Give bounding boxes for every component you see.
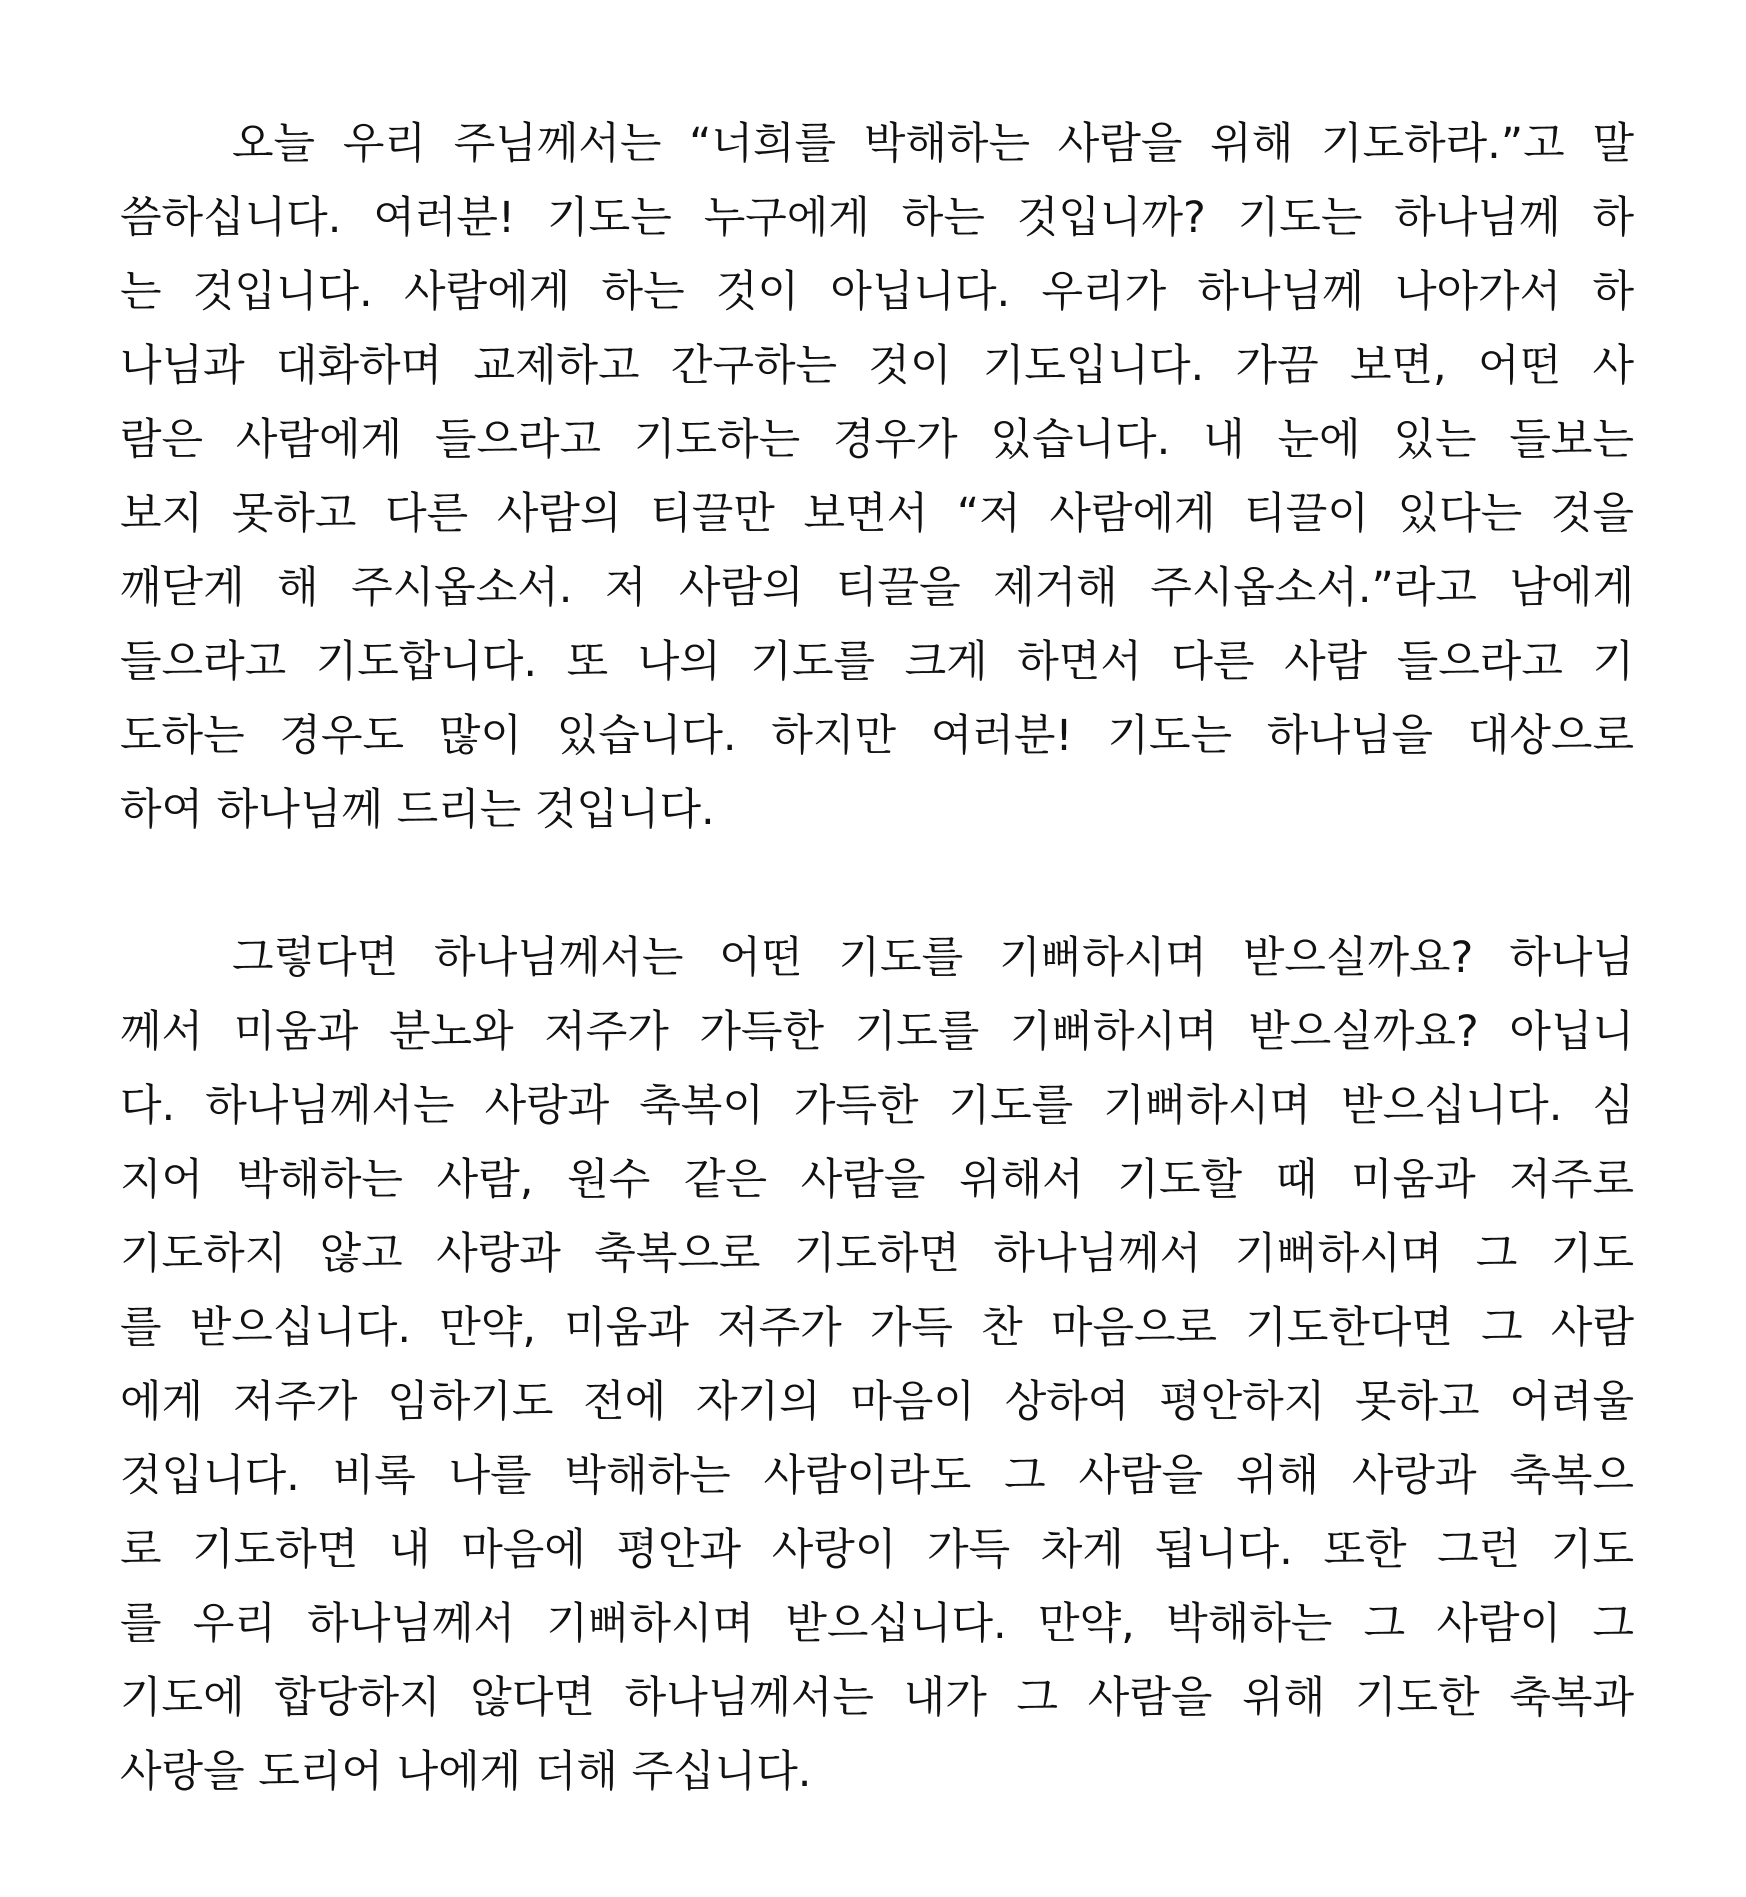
text-line: 다. 하나님께서는 사랑과 축복이 가득한 기도를 기뻐하시며 받으십니다. 심 (120, 1081, 1634, 1131)
paragraph-gap (120, 847, 1634, 921)
text-line: 보지 못하고 다른 사람의 티끌만 보면서 “저 사람에게 티끌이 있다는 것을 (120, 489, 1634, 539)
text-line: 께서 미움과 분노와 저주가 가득한 기도를 기뻐하시며 받으실까요? 아닙니 (120, 1007, 1634, 1057)
text-line: 람은 사람에게 들으라고 기도하는 경우가 있습니다. 내 눈에 있는 들보는 (120, 415, 1634, 465)
text-line: 사랑을 도리어 나에게 더해 주십니다. (120, 1747, 812, 1797)
text-line: 그렇다면 하나님께서는 어떤 기도를 기뻐하시며 받으실까요? 하나님 (232, 933, 1634, 983)
text-line: 것입니다. 비록 나를 박해하는 사람이라도 그 사람을 위해 사랑과 축복으 (120, 1451, 1634, 1501)
document-page (120, 107, 1634, 1809)
text-line: 기도에 합당하지 않다면 하나님께서는 내가 그 사람을 위해 기도한 축복과 (120, 1673, 1634, 1723)
text-line: 지어 박해하는 사람, 원수 같은 사람을 위해서 기도할 때 미움과 저주로 (120, 1155, 1634, 1205)
text-line: 를 받으십니다. 만약, 미움과 저주가 가득 찬 마음으로 기도한다면 그 사람 (120, 1303, 1634, 1353)
text-line: 기도하지 않고 사랑과 축복으로 기도하면 하나님께서 기뻐하시며 그 기도 (120, 1229, 1634, 1279)
text-line: 도하는 경우도 많이 있습니다. 하지만 여러분! 기도는 하나님을 대상으로 (120, 711, 1634, 761)
text-line: 씀하십니다. 여러분! 기도는 누구에게 하는 것입니까? 기도는 하나님께 하 (120, 193, 1634, 243)
paragraph-2 (120, 921, 1634, 1809)
text-line: 하여 하나님께 드리는 것입니다. (120, 785, 715, 835)
text-line: 로 기도하면 내 마음에 평안과 사랑이 가득 차게 됩니다. 또한 그런 기도 (120, 1525, 1634, 1575)
text-line: 들으라고 기도합니다. 또 나의 기도를 크게 하면서 다른 사람 들으라고 기 (120, 637, 1634, 687)
text-line: 에게 저주가 임하기도 전에 자기의 마음이 상하여 평안하지 못하고 어려울 (120, 1377, 1634, 1427)
text-line: 는 것입니다. 사람에게 하는 것이 아닙니다. 우리가 하나님께 나아가서 하 (120, 267, 1634, 317)
text-line: 를 우리 하나님께서 기뻐하시며 받으십니다. 만약, 박해하는 그 사람이 그 (120, 1599, 1634, 1649)
text-line: 나님과 대화하며 교제하고 간구하는 것이 기도입니다. 가끔 보면, 어떤 사 (120, 341, 1634, 391)
text-line: 오늘 우리 주님께서는 “너희를 박해하는 사람을 위해 기도하라.”고 말 (232, 119, 1634, 169)
text-line: 깨닫게 해 주시옵소서. 저 사람의 티끌을 제거해 주시옵소서.”라고 남에게 (120, 563, 1634, 613)
paragraph-1 (120, 107, 1634, 847)
